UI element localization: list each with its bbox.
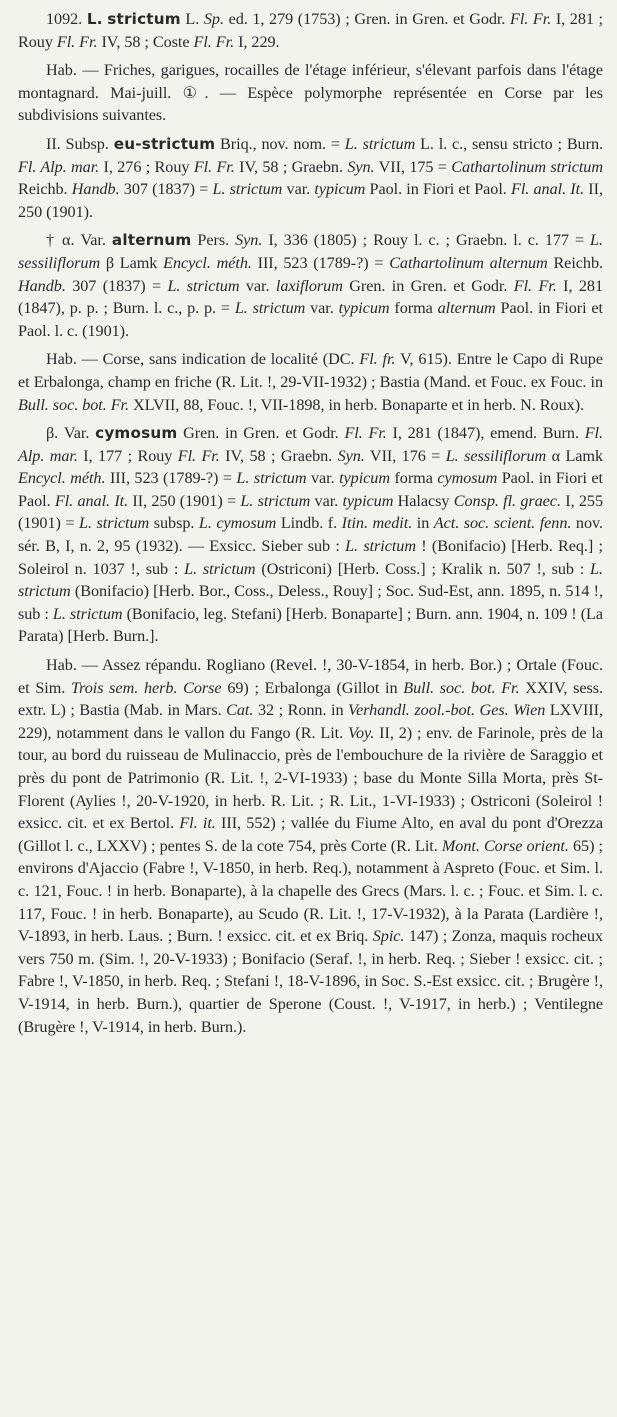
italic-text: Fl. anal. It. <box>511 180 585 199</box>
text: III, 523 (1789-?) = <box>251 253 390 272</box>
text: Reichb. <box>547 253 603 272</box>
text: Paol. in Fiori et Paol. <box>365 180 512 199</box>
species-name: strictum <box>107 10 181 28</box>
variety-cymosum-entry <box>18 422 603 648</box>
citation-italic: Fl. Fr. <box>510 10 552 28</box>
text: II, 2) ; env. de Farinole, près de la tour, au bord du ruisseau de Mulinaccio, près de l'embouchure de la rivière de Saraggio et près du pont de Patrimonio (R. Lit. !, 2-VI-1933) ; base du Monte Silla Morta, près St-Florent (Aylies !, 20-V-1920, in herb. R. Lit. ; R. Lit., 1-VI-1933) ; Ostriconi (Soleirol ! exsicc. cit. et ex Bertol. <box>18 723 604 833</box>
italic-text: L. strictum <box>345 537 416 556</box>
italic-text: cymosum <box>437 469 498 488</box>
citation-italic: Sp. <box>203 10 224 28</box>
text: III, 552) ; vallée du Fiume Alto, en aval du pont d'Orezza (Gillot l. c., LXXV) ; pentes S. de la cote 754, près Corte (R. Lit. <box>18 814 604 855</box>
italic-text: Fl. Fr. <box>177 446 220 465</box>
italic-text: Fl. Alp. mar. <box>18 424 603 465</box>
text: LXVIII, 229), notamment dans le vallon du Fango (R. Lit. <box>18 701 603 742</box>
italic-text: Bull. soc. bot. Fr. <box>18 395 130 414</box>
text: Hab. — Corse, sans indication de localité (DC. <box>46 350 360 369</box>
text: I, 336 (1805) ; Rouy l. c. ; Graebn. l. c. 177 = <box>262 231 591 250</box>
subspecies-name: eu-strictum <box>113 134 216 153</box>
citation-text: I, 281 ; Rouy <box>18 10 603 51</box>
text: 307 (1837) = <box>65 276 168 295</box>
italic-text: Trois sem. herb. Corse <box>71 678 222 697</box>
italic-text: L. strictum <box>234 299 306 318</box>
italic-text: Encycl. méth. <box>18 469 106 488</box>
text: I, 276 ; Rouy <box>99 157 194 176</box>
citation-text: I, 229. <box>234 32 280 51</box>
text: IV, 58 ; Graebn. <box>219 446 338 465</box>
text: var. <box>310 491 343 510</box>
text: I, 281 (1847), p. p. ; Burn. l. c., p. p. = <box>18 276 603 318</box>
italic-text: laxiflorum <box>275 276 343 295</box>
text: var. <box>239 276 276 295</box>
text: XLVII, 88, Fouc. !, VII-1898, in herb. Bonaparte et in herb. N. Roux). <box>129 395 585 414</box>
text: 32 ; Ronn. in <box>253 701 349 720</box>
genus-abbrev: L. <box>86 10 103 28</box>
italic-text: Syn. <box>347 157 375 176</box>
italic-text: L. strictum <box>52 604 123 623</box>
italic-text: L. strictum <box>236 469 307 488</box>
text: VII, 176 = <box>364 446 446 465</box>
text: Paol. in Fiori et Paol. l. c. (1901). <box>18 299 603 340</box>
italic-text: Handb. <box>71 180 120 199</box>
italic-text: Syn. <box>337 446 365 465</box>
italic-text: L. strictum <box>184 559 256 578</box>
text: 307 (1837) = <box>119 180 213 199</box>
text: I, 255 (1901) = <box>18 491 604 533</box>
variety-name: cymosum <box>95 424 178 443</box>
text: I, 281 (1847), emend. Burn. <box>386 424 585 443</box>
italic-text: Fl. anal. It. <box>54 491 129 510</box>
text: Lindb. f. <box>276 514 342 533</box>
italic-text: Itin. medit. <box>341 514 413 533</box>
italic-text: Mont. Corse orient. <box>441 836 569 855</box>
italic-text: L. strictum <box>344 134 416 153</box>
text: forma <box>389 299 438 318</box>
italic-text: Fl. fr. <box>359 350 396 369</box>
text: Reichb. <box>18 180 72 199</box>
text: var. <box>282 180 315 199</box>
text: † α. Var. <box>46 231 112 250</box>
citation-text: L. <box>180 10 204 28</box>
text: Hab. — Assez répandu. Rogliano (Revel. !, 30-V-1854, in herb. Bor.) ; Ortale (Fouc. et Sim. <box>18 656 603 697</box>
italic-text: Verhandl. zool.-bot. Ges. Wien <box>348 701 546 720</box>
species-habitat: Hab. — Friches, garigues, rocailles de l'étage inférieur, s'élevant parfois dans l'étage montagnard. Mai-juill. ①. — Espèce polymorphe représentée en Corse par les subdivisions suivantes. <box>18 61 603 125</box>
text: IV, 58 ; Graebn. <box>234 157 348 176</box>
italic-text: Act. soc. scient. fenn. <box>433 514 572 533</box>
text: VII, 175 = <box>374 157 452 176</box>
text: III, 523 (1789-?) = <box>105 469 237 488</box>
italic-text: typicum <box>339 469 390 488</box>
text: 69) ; Erbalonga (Gillot in <box>221 678 404 697</box>
italic-text: Syn. <box>235 231 263 250</box>
text: II, 250 (1901) = <box>128 491 241 510</box>
italic-text: Cat. <box>226 701 254 720</box>
text: subsp. <box>149 514 199 533</box>
italic-text: Encycl. méth. <box>163 253 252 272</box>
italic-text: L. strictum <box>240 491 311 510</box>
italic-text: Handb. <box>18 276 66 295</box>
species-number: 1092. <box>46 10 83 28</box>
italic-text: L. strictum <box>167 276 240 295</box>
text: forma <box>389 469 438 488</box>
text: Pers. <box>191 231 236 250</box>
text: Briq., nov. nom. = <box>215 134 345 153</box>
text: 65) ; environs d'Ajaccio (Fabre !, V-1850, in herb. Req.), notamment à Aspreto (Fouc. et Sim. l. c. 121, Fouc. ! in herb. Bonaparte), à la chapelle des Grecs (Mars. l. c. ; Fouc. et Sim. l. c. 117, Fouc. ! in herb. Bonaparte), au Scudo (R. Lit. !, 17-V-1932), à la Parata (Lardière !, V-1893, in herb. Laus. ; Burn. ! exsicc. cit. et ex Briq. <box>18 836 603 946</box>
text: in <box>412 514 434 533</box>
text: var. <box>305 299 339 318</box>
text: I, 177 ; Rouy <box>77 446 178 465</box>
species-entry <box>18 8 603 53</box>
citation-italic: Fl. Fr. <box>56 32 98 51</box>
italic-text: alternum <box>437 299 496 318</box>
variety-cymosum-habitat <box>18 654 603 1038</box>
italic-text: Voy. <box>347 723 375 742</box>
italic-text: Fl. Alp. mar. <box>18 157 100 176</box>
text: nov. sér. B, I, n. 2, 95 (1932). — Exsicc. Sieber sub : <box>18 514 603 556</box>
variety-alternum-entry <box>18 229 603 342</box>
citation-italic: Fl. Fr. <box>193 32 235 51</box>
text: ! (Bonifacio) [Herb. Req.] ; Soleirol n. 1037 !, sub : <box>18 537 603 578</box>
italic-text: typicum <box>314 180 366 199</box>
italic-text: Fl. Fr. <box>344 424 387 443</box>
italic-text: typicum <box>342 491 394 510</box>
text: II. Subsp. <box>46 134 114 153</box>
text: Gren. in Gren. et Godr. <box>342 276 514 295</box>
text: V, 615). Entre le Capo di Rupe et Erbalonga, champ en friche (R. Lit. !, 29-VII-1932) ; Bastia (Mand. et Fouc. ex Fouc. in <box>18 350 603 391</box>
text: XXIV, sess. extr. L) ; Bastia (Mab. in Mars. <box>18 678 604 720</box>
text: β Lamk <box>100 253 164 272</box>
italic-text: L. strictum <box>79 514 150 533</box>
italic-text: L. sessiliflorum <box>445 446 547 465</box>
italic-text: L. cymosum <box>198 514 277 533</box>
text: Gren. in Gren. et Godr. <box>177 424 345 443</box>
italic-text: Fl. Fr. <box>193 157 235 176</box>
text: (Ostriconi) [Herb. Coss.] ; Kralik n. 507 !, sub : <box>255 559 591 578</box>
italic-text: L. strictum <box>18 559 603 601</box>
text: α Lamk <box>546 446 604 465</box>
subspecies-entry <box>18 133 603 223</box>
italic-text: typicum <box>338 299 390 318</box>
italic-text: Fl. Fr. <box>513 276 557 295</box>
italic-text: Cathartolinum strictum <box>451 157 603 176</box>
text: II, 250 (1901). <box>18 180 603 221</box>
citation-text: IV, 58 ; Coste <box>97 32 194 51</box>
italic-text: Bull. soc. bot. Fr. <box>403 678 520 697</box>
variety-alternum-habitat <box>18 348 603 416</box>
italic-text: Fl. it. <box>179 814 216 833</box>
italic-text: Cathartolinum alternum <box>389 253 548 272</box>
variety-name: alternum <box>111 231 192 250</box>
text: Halacsy <box>393 491 454 510</box>
text: (Bonifacio) [Herb. Bor., Coss., Deless., Rouy] ; Soc. Sud-Est, ann. 1895, n. 514 !, sub : <box>18 582 603 623</box>
citation-text: ed. 1, 279 (1753) ; Gren. in Gren. et Godr. <box>223 10 510 28</box>
text: 147) ; Zonza, maquis rocheux vers 750 m. (Sim. !, 20-V-1933) ; Bonifacio (Seraf. !, in herb. Req. ; Sieber ! exsicc. cit. ; Fabre !, V-1850, in herb. Req. ; Stefani !, 18-V-1896, in Soc. S.-Est exsicc. cit. ; Brugère !, V-1914, in herb. Burn.), quartier de Sperone (Coust. !, V-1917, in herb.) ; Ventilegne (Brugère !, V-1914, in herb. Burn.). <box>18 927 603 1036</box>
text: β. Var. <box>46 424 96 443</box>
italic-text: Consp. fl. graec. <box>453 491 561 510</box>
text: L. l. c., sensu stricto ; Burn. <box>415 134 603 153</box>
text: Paol. in Fiori et Paol. <box>18 469 604 510</box>
text: (Bonifacio, leg. Stefani) [Herb. Bonaparte] ; Burn. ann. 1904, n. 109 ! (La Parata) [Herb. Burn.]. <box>18 604 604 646</box>
italic-text: L. sessiliflorum <box>18 231 603 272</box>
italic-text: L. strictum <box>212 180 283 199</box>
text: var. <box>306 469 340 488</box>
italic-text: Spic. <box>372 927 405 946</box>
